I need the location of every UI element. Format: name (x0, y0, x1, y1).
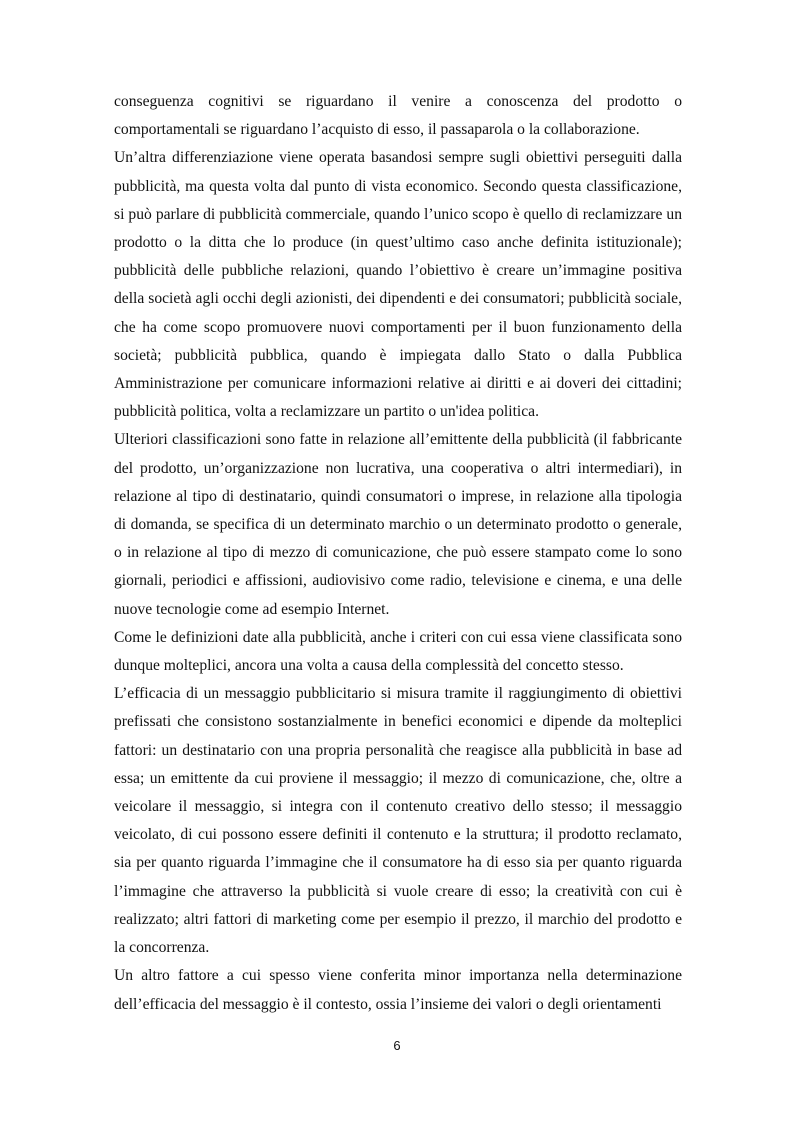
paragraph-6: Un altro fattore a cui spesso viene conferita minor importanza nella determinazione dell’efficacia del messaggio è il contesto, ossia l’insieme dei valori o degli orientamenti (114, 967, 682, 1013)
paragraph-5: L’efficacia di un messaggio pubblicitario si misura tramite il raggiungimento di obiettivi prefissati che consistono sostanzialmente in benefici economici e dipende da molteplici fattori: un destinatario con una propria personalità che reagisce alla pubblicità in base ad essa; un emittente da cui proviene il messaggio; il mezzo di comunicazione, che, oltre a veicolare il messaggio, si integra con il contenuto creativo dello stesso; il messaggio veicolato, di cui possono essere definiti il contenuto e la struttura; il prodotto reclamato, sia per quanto riguarda l’immagine che il consumatore ha di esso sia per quanto riguarda l’immagine che attraverso la pubblicità si vuole creare di esso; la creatività con cui è realizzato; altri fattori di marketing come per esempio il prezzo, il marchio del prodotto e la concorrenza. (114, 685, 682, 957)
paragraph-1: conseguenza cognitivi se riguardano il venire a conoscenza del prodotto o comportamentali se riguardano l’acquisto di esso, il passaparola o la collaborazione. (114, 93, 682, 139)
document-page (114, 88, 682, 1019)
paragraph-4: Come le definizioni date alla pubblicità, anche i criteri con cui essa viene classificata sono dunque molteplici, ancora una volta a causa della complessità del concetto stesso. (114, 628, 682, 675)
paragraph-3: Ulteriori classificazioni sono fatte in relazione all’emittente della pubblicità (il fabbricante del prodotto, un’organizzazione non lucrativa, una cooperativa o altri intermediari), in relazione al tipo di destinatario, quindi consumatori o imprese, in relazione alla tipologia di domanda, se specifica di un determinato marchio o un determinato prodotto o generale, o in relazione al tipo di mezzo di comunicazione, che può essere stampato come lo sono giornali, periodici e affissioni, audiovisivo come radio, televisione e cinema, e una delle nuove tecnologie come ad esempio Internet. (114, 431, 682, 618)
page-number: 6 (393, 1038, 401, 1053)
paragraph-2: Un’altra differenziazione viene operata basandosi sempre sugli obiettivi perseguiti dalla pubblicità, ma questa volta dal punto di vista economico. Secondo questa classificazione, si può parlare di pubblicità commerciale, quando l’unico scopo è quello di reclamizzare un prodotto o la ditta che lo produce (in quest’ultimo caso anche definita istituzionale); pubblicità delle pubbliche relazioni, quando l’obiettivo è creare un’immagine positiva della società agli occhi degli azionisti, dei dipendenti e dei consumatori; pubblicità sociale, che ha come scopo promuovere nuovi comportamenti per il buon funzionamento della società; pubblicità pubblica, quando è impiegata dallo Stato o dalla Pubblica Amministrazione per comunicare informazioni relative ai diritti e ai doveri dei cittadini; pubblicità politica, volta a reclamizzare un partito o un'idea politica. (114, 149, 682, 421)
